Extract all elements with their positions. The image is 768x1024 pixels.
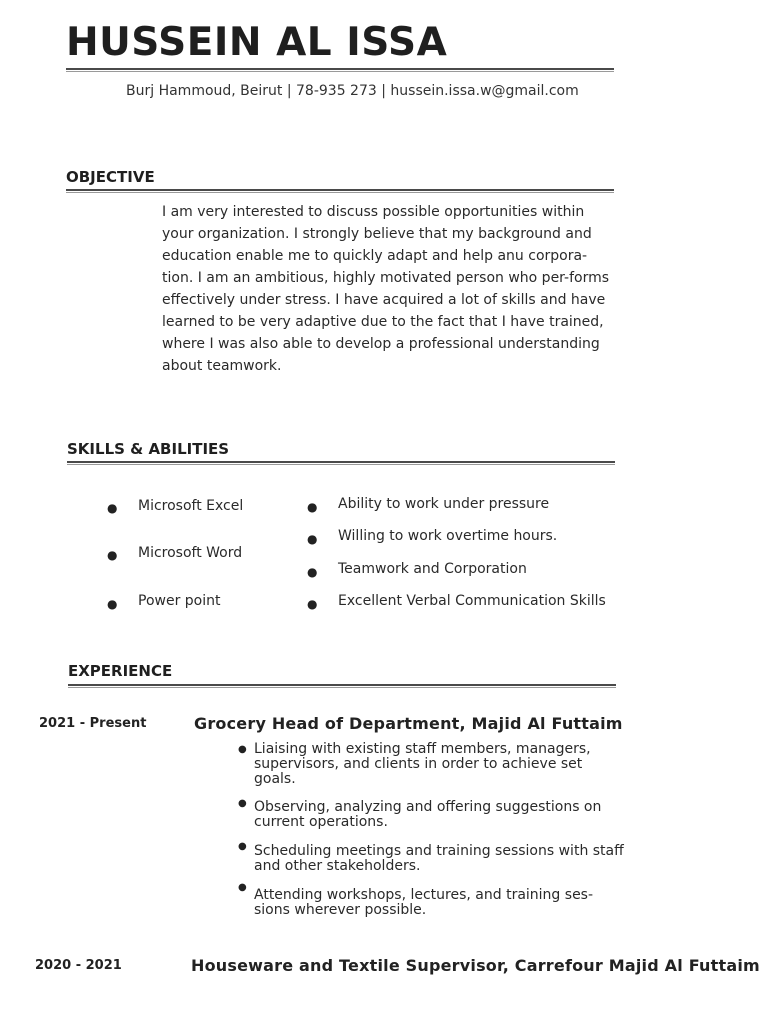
job-date: 2020 - 2021 [35, 958, 122, 973]
bullet-icon: ● [307, 597, 318, 611]
skills-divider-shadow [67, 464, 615, 465]
bullet-icon: ● [238, 744, 247, 755]
bullet-icon: ● [107, 501, 118, 515]
job-date: 2021 - Present [39, 716, 147, 731]
job-duty: Liaising with existing staff members, managers, supervisors, and clients in order to achieve set goals. [254, 741, 591, 787]
bullet-icon: ● [307, 532, 318, 546]
job-duty: Scheduling meetings and training sessions with staff and other stakeholders. [254, 843, 624, 874]
job-duty: Attending workshops, lectures, and training ses-sions wherever possible. [254, 887, 594, 918]
experience-divider [68, 684, 616, 686]
bullet-icon: ● [107, 597, 118, 611]
skills-divider [67, 461, 615, 463]
contact-line: Burj Hammoud, Beirut | 78-935 273 | hussein.issa.w@gmail.com [126, 83, 579, 99]
skill-item: Microsoft Excel [138, 498, 244, 514]
bullet-icon: ● [238, 882, 247, 893]
skills-heading: SKILLS & ABILITIES [67, 440, 230, 458]
objective-heading: OBJECTIVE [66, 168, 155, 186]
header-divider [66, 68, 614, 70]
skill-item: Ability to work under pressure [338, 496, 550, 512]
skill-item: Excellent Verbal Communication Skills [338, 593, 606, 609]
job-title: Grocery Head of Department, Majid Al Futtaim [194, 714, 623, 733]
header-divider-shadow [66, 71, 614, 72]
bullet-icon: ● [238, 798, 247, 809]
job-duty: Observing, analyzing and offering suggestions on current operations. [254, 799, 602, 830]
objective-divider [66, 189, 614, 191]
job-title: Houseware and Textile Supervisor, Carrefour Majid Al Futtaim [191, 956, 760, 975]
bullet-icon: ● [107, 548, 118, 562]
skill-item: Teamwork and Corporation [338, 561, 527, 577]
bullet-icon: ● [307, 500, 318, 514]
experience-divider-shadow [68, 687, 616, 688]
bullet-icon: ● [238, 841, 247, 852]
skill-item: Power point [138, 593, 221, 609]
objective-divider-shadow [66, 192, 614, 193]
bullet-icon: ● [307, 565, 318, 579]
skill-item: Willing to work overtime hours. [338, 528, 558, 544]
skill-item: Microsoft Word [138, 545, 243, 561]
objective-paragraph: I am very interested to discuss possible opportunities within your organization. I strongly believe that my background and education enable me to quickly adapt and help anu corpora-tion. I am an ambitious, highly motivated person who per-forms effectively under stress. I have acquired a lot of skills and have learned to be very adaptive due to the fact that I have trained, where I was also able to develop a professional understanding about teamwork. [162, 204, 610, 374]
experience-heading: EXPERIENCE [68, 662, 173, 680]
candidate-name: HUSSEIN AL ISSA [66, 20, 448, 65]
